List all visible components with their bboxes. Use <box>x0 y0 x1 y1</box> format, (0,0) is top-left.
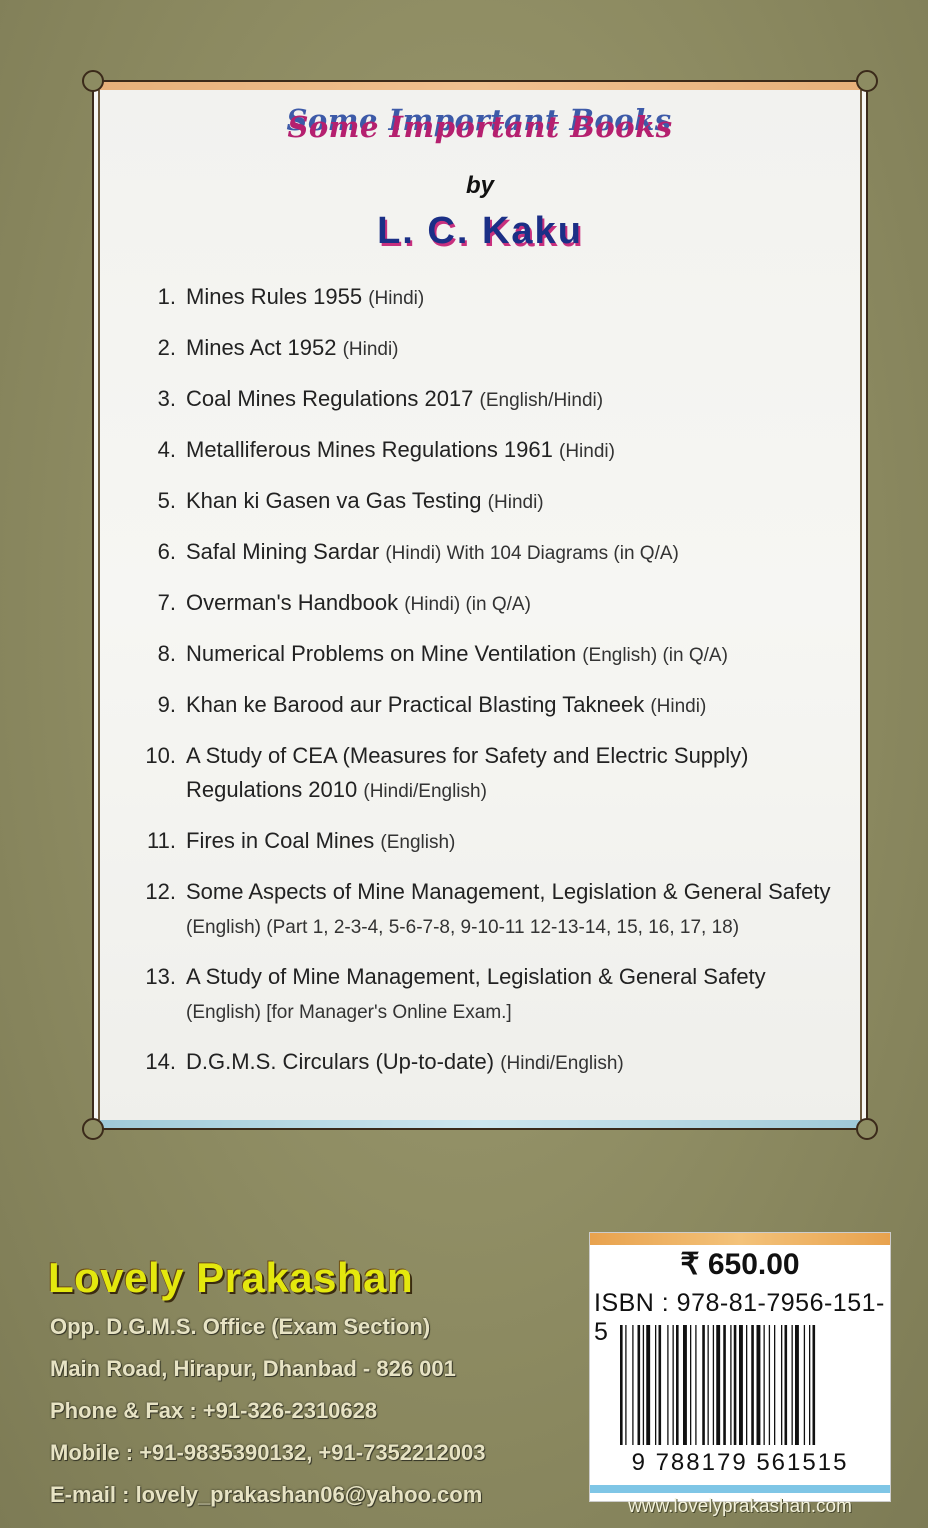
book-meta: (Hindi/English) <box>500 1053 624 1074</box>
book-number: 3. <box>157 386 176 411</box>
barcode-bar <box>659 1325 662 1445</box>
book-item <box>124 280 844 316</box>
book-meta: (Hindi) <box>650 696 707 717</box>
publisher-email: E-mail : lovely_prakashan06@yahoo.com <box>50 1482 483 1507</box>
barcode-bar <box>638 1325 641 1445</box>
book-title: Overman's Handbook <box>186 590 399 615</box>
barcode-bar <box>632 1325 633 1445</box>
book-title: Mines Rules 1955 <box>186 284 363 309</box>
barcode-bar <box>673 1325 674 1445</box>
book-item <box>124 688 844 724</box>
barcode-bar <box>625 1325 626 1445</box>
list-heading: Some Important Books <box>287 110 673 144</box>
corner-ornament <box>82 70 104 92</box>
barcode-bar <box>809 1325 810 1445</box>
book-meta: (English) [for Manager's Online Exam.] <box>186 1002 512 1023</box>
barcode-bar <box>730 1325 731 1445</box>
barcode-bar <box>746 1325 747 1445</box>
book-item <box>124 433 844 469</box>
barcode-bar <box>751 1325 754 1445</box>
panel-bottom-strip <box>94 1120 866 1128</box>
barcode-bar <box>739 1325 743 1445</box>
book-number: 14. <box>145 1049 176 1074</box>
book-item <box>124 960 844 1030</box>
book-item <box>124 535 844 571</box>
book-meta: (Hindi) <box>559 441 615 462</box>
barcode-bar <box>781 1325 782 1445</box>
book-title: Khan ke Barood aur Practical Blasting Takneek <box>186 692 645 717</box>
book-item <box>124 586 844 622</box>
book-item <box>124 1045 844 1081</box>
corner-ornament <box>856 1118 878 1140</box>
book-meta: (English/Hindi) <box>479 390 604 411</box>
publisher-website: www.lovelyprakashan.com <box>628 1496 852 1517</box>
book-number: 2. <box>157 335 176 360</box>
book-number: 12. <box>145 879 176 904</box>
barcode-bar <box>667 1325 668 1445</box>
book-meta: (Hindi) (in Q/A) <box>404 594 531 615</box>
barcode-bar <box>774 1325 775 1445</box>
by-label: by <box>465 172 494 199</box>
barcode-bar <box>646 1325 650 1445</box>
barcode-bar <box>690 1325 691 1445</box>
barcode-bar <box>734 1325 737 1445</box>
barcode-bar <box>723 1325 726 1445</box>
book-item <box>124 824 844 860</box>
book-number: 11. <box>147 828 176 853</box>
book-item <box>124 739 844 809</box>
book-number: 8. <box>157 641 176 666</box>
publisher-address-line-1: Opp. D.G.M.S. Office (Exam Section) <box>50 1314 431 1339</box>
book-meta: (Hindi/English) <box>363 781 487 802</box>
book-title: Fires in Coal Mines <box>186 828 375 853</box>
book-title: Coal Mines Regulations 2017 <box>186 386 474 411</box>
author-name: L. C. Kaku <box>377 210 583 252</box>
box-bottom-strip <box>590 1485 890 1493</box>
book-list-panel <box>92 80 868 1130</box>
panel-top-strip <box>94 82 866 90</box>
book-meta: (English) <box>380 832 456 853</box>
book-number: 9. <box>157 692 176 717</box>
barcode-bar <box>716 1325 720 1445</box>
book-meta: (English) (in Q/A) <box>582 645 728 666</box>
book-number: 4. <box>157 437 176 462</box>
isbn-barcode <box>620 1325 868 1445</box>
barcode-bar <box>620 1325 623 1445</box>
book-title: D.G.M.S. Circulars (Up-to-date) <box>186 1049 495 1074</box>
corner-ornament <box>82 1118 104 1140</box>
book-title: Khan ki Gasen va Gas Testing <box>186 488 482 513</box>
publisher-phone: Phone & Fax : +91-326-2310628 <box>50 1398 378 1423</box>
barcode-bar <box>702 1325 705 1445</box>
barcode-bar <box>676 1325 679 1445</box>
barcode-bar <box>813 1325 816 1445</box>
book-item <box>124 875 844 945</box>
publisher-name: Lovely Prakashan <box>48 1254 414 1301</box>
publisher-address-line-2: Main Road, Hirapur, Dhanbad - 826 001 <box>50 1356 456 1381</box>
barcode-bar <box>643 1325 644 1445</box>
barcode-bar <box>757 1325 761 1445</box>
barcode-bar <box>792 1325 793 1445</box>
barcode-bar <box>713 1325 714 1445</box>
book-title: A Study of CEA (Measures for Safety and Electric Supply) Regulations 2010 <box>186 743 749 802</box>
book-title: Safal Mining Sardar <box>186 539 380 564</box>
barcode-bar <box>655 1325 656 1445</box>
barcode-bar <box>708 1325 709 1445</box>
publisher-mobile: Mobile : +91-9835390132, +91-7352212003 <box>50 1440 486 1465</box>
book-meta: (English) (Part 1, 2-3-4, 5-6-7-8, 9-10-11 12-13-14, 15, 16, 17, 18) <box>186 917 740 938</box>
book-number: 5. <box>157 488 176 513</box>
book-item <box>124 484 844 520</box>
book-title: Mines Act 1952 <box>186 335 337 360</box>
book-number: 13. <box>145 964 176 989</box>
corner-ornament <box>856 70 878 92</box>
book-title: A Study of Mine Management, Legislation & General Safety <box>186 964 766 989</box>
book-number: 10. <box>145 743 176 768</box>
book-meta: (Hindi) <box>342 339 399 360</box>
price-strip <box>590 1233 890 1245</box>
isbn-label: ISBN : 978-81-7956-151-5 <box>594 1289 885 1346</box>
barcode-bar <box>785 1325 788 1445</box>
price-label: ₹ 650.00 <box>680 1248 800 1281</box>
barcode-bar <box>764 1325 765 1445</box>
book-meta: (Hindi) <box>368 288 425 309</box>
barcode-bar <box>804 1325 805 1445</box>
book-item <box>124 637 844 673</box>
book-number: 7. <box>157 590 176 615</box>
barcode-bar <box>795 1325 799 1445</box>
price-barcode-box <box>589 1232 891 1502</box>
book-list <box>124 280 844 1096</box>
book-title: Some Aspects of Mine Management, Legislation & General Safety <box>186 879 831 904</box>
book-number: 1. <box>157 284 176 309</box>
barcode-bar <box>769 1325 770 1445</box>
book-item <box>124 331 844 367</box>
book-meta: (Hindi) With 104 Diagrams (in Q/A) <box>385 543 679 564</box>
book-item <box>124 382 844 418</box>
barcode-bar <box>695 1325 696 1445</box>
barcode-digits: 9 788179 561515 <box>631 1449 849 1476</box>
book-meta: (Hindi) <box>487 492 544 513</box>
book-title: Metalliferous Mines Regulations 1961 <box>186 437 553 462</box>
barcode-bar <box>683 1325 687 1445</box>
book-number: 6. <box>157 539 176 564</box>
book-title: Numerical Problems on Mine Ventilation <box>186 641 577 666</box>
